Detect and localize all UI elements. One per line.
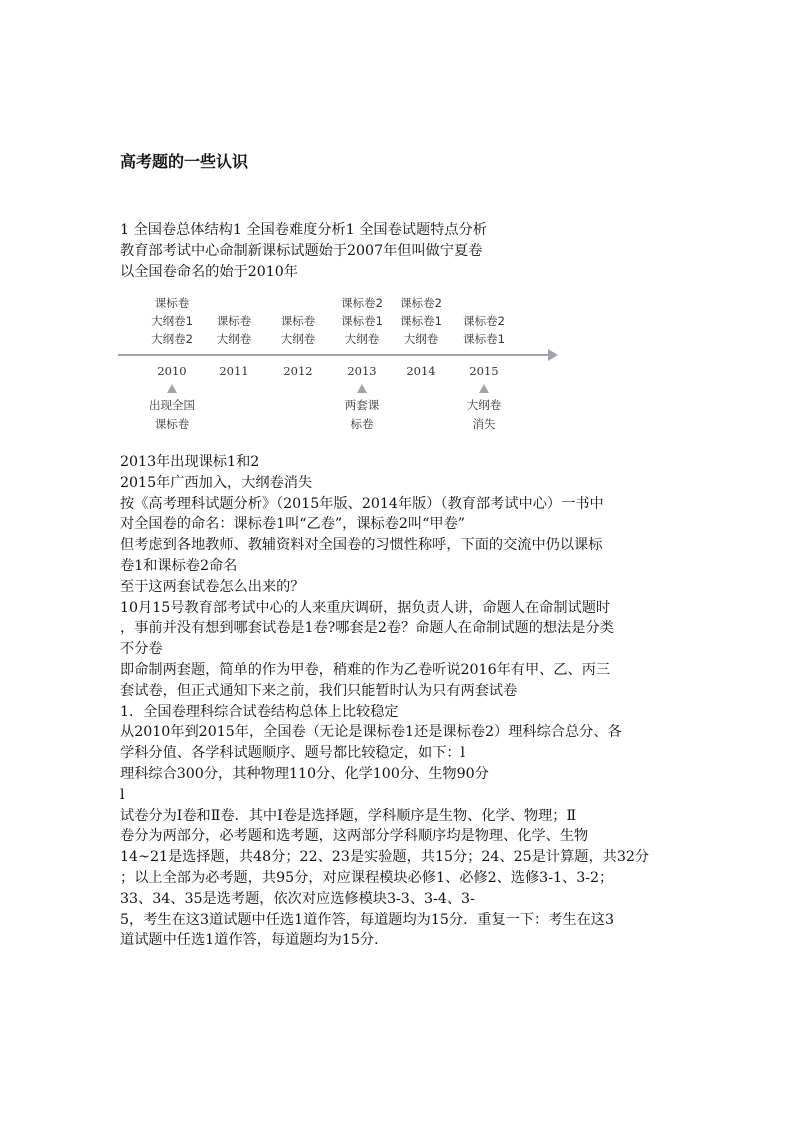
text-line: 卷分为两部分，必考题和选考题，这两部分学科顺序均是物理、化学、生物 (120, 828, 589, 845)
timeline-label: 大纲卷 (216, 332, 252, 346)
page-title: 高考题的一些认识 (120, 152, 249, 171)
text-line: l (120, 786, 125, 803)
timeline-note-line: 出现全国 (149, 398, 195, 412)
timeline-labels-2010 (151, 294, 193, 348)
text-line: 即命制两套题，简单的作为甲卷，稍难的作为乙卷听说2016年有甲、乙、丙三 (120, 661, 611, 678)
timeline-year: 2012 (283, 364, 313, 378)
text-line: 5，考生在这3道试题中任选1道作答，每道题均为15分．重复一下：考生在这3 (120, 911, 614, 928)
timeline-year: 2013 (347, 364, 377, 378)
timeline-note-2015 (467, 396, 502, 434)
text-line: 教育部考试中心命制新课标试题始于2007年但叫做宁夏卷 (120, 242, 483, 259)
timeline-year: 2010 (157, 364, 187, 378)
text-line: 10月15号教育部考试中心的人来重庆调研，据负责人讲，命题人在命制试题时 (120, 599, 611, 616)
timeline-label: 课标卷2 (400, 296, 442, 310)
text-line: 对全国卷的命名：课标卷1叫“乙卷”，课标卷2叫“甲卷” (120, 516, 466, 533)
timeline-note-2010 (149, 396, 195, 434)
timeline-label: 大纲卷 (344, 332, 380, 346)
text-line: 理科综合300分，其种物理110分、化学100分、生物90分 (120, 765, 489, 782)
text-line: 14~21是选择题，共48分；22、23是实验题，共15分；24、25是计算题，共32分 (120, 849, 650, 866)
text-line: 1 全国卷总体结构1 全国卷难度分析1 全国卷试题特点分析 (120, 222, 487, 238)
timeline-note-line: 大纲卷 (466, 398, 502, 412)
timeline-label: 大纲卷1 (151, 314, 193, 328)
timeline-labels-2013 (341, 294, 383, 348)
text-line: 33、34、35是选考题，依次对应选修模块3-3、3-4、3- (120, 890, 475, 907)
text-line: 学科分值、各学科试题顺序、题号都比较稳定，如下：l (120, 745, 466, 762)
timeline-labels-2012 (281, 312, 316, 348)
text-line: ，事前并没有想到哪套试卷是1卷?哪套是2卷？命题人在命制试题的想法是分类 (120, 620, 614, 637)
timeline-label: 课标卷 (154, 296, 190, 310)
timeline-labels-2011 (217, 312, 252, 348)
text-line: 按《高考理科试题分析》（2015年版、2014年版）（教育部考试中心）一书中 (120, 495, 604, 512)
timeline-year: 2015 (469, 364, 499, 378)
text-line: 1．全国卷理科综合试卷结构总体上比较稳定 (120, 703, 399, 720)
arrow-head-icon (548, 349, 558, 361)
timeline-figure (118, 296, 568, 444)
timeline-note-line: 标卷 (350, 417, 374, 431)
timeline-note-line: 两套课 (344, 398, 380, 412)
timeline-note-line: 消失 (472, 417, 496, 431)
text-line: ；以上全部为必考题，共95分，对应课程模块必修1、必修2、选修3-1、3-2； (120, 869, 614, 886)
text-line: 试卷分为Ⅰ卷和Ⅱ卷．其中Ⅰ卷是选择题，学科顺序是生物、化学、物理；Ⅱ (120, 807, 577, 824)
text-line: 道试题中任选1道作答，每道题均为15分． (120, 932, 389, 949)
timeline-label: 大纲卷 (403, 332, 439, 346)
up-arrow-icon (167, 384, 177, 393)
text-line: 2015年广西加入，大纲卷消失 (120, 474, 313, 491)
timeline-axis (118, 354, 550, 356)
timeline-label: 课标卷 (216, 314, 252, 328)
text-line: 卷1和课标卷2命名 (120, 557, 238, 574)
text-line: 至于这两套试卷怎么出来的？ (120, 578, 305, 595)
text-line: 不分卷 (120, 641, 163, 658)
timeline-label: 课标卷1 (400, 314, 442, 328)
up-arrow-icon (479, 384, 489, 393)
timeline-note-line: 课标卷 (154, 417, 190, 431)
timeline-label: 课标卷1 (463, 332, 505, 346)
body-text (120, 452, 680, 951)
timeline-labels-2015 (463, 312, 505, 348)
timeline-note-2013 (345, 396, 380, 434)
intro-text (120, 220, 680, 282)
timeline-label: 课标卷2 (463, 314, 505, 328)
text-line: 2013年出现课标1和2 (120, 454, 260, 470)
text-line: 从2010年到2015年，全国卷（无论是课标卷1还是课标卷2）理科综合总分、各 (120, 724, 622, 741)
timeline-labels-2014 (400, 294, 442, 348)
timeline-year: 2011 (219, 364, 249, 378)
timeline-label: 大纲卷 (280, 332, 316, 346)
timeline-label: 课标卷2 (341, 296, 383, 310)
timeline-label: 大纲卷2 (151, 332, 193, 346)
timeline-year: 2014 (406, 364, 436, 378)
timeline-label: 课标卷 (280, 314, 316, 328)
timeline-label: 课标卷1 (341, 314, 383, 328)
text-line: 以全国卷命名的始于2010年 (120, 263, 298, 280)
up-arrow-icon (357, 384, 367, 393)
text-line: 套试卷，但正式通知下来之前，我们只能暂时认为只有两套试卷 (120, 682, 518, 699)
text-line: 但考虑到各地教师、教辅资料对全国卷的习惯性称呼，下面的交流中仍以课标 (120, 537, 603, 554)
